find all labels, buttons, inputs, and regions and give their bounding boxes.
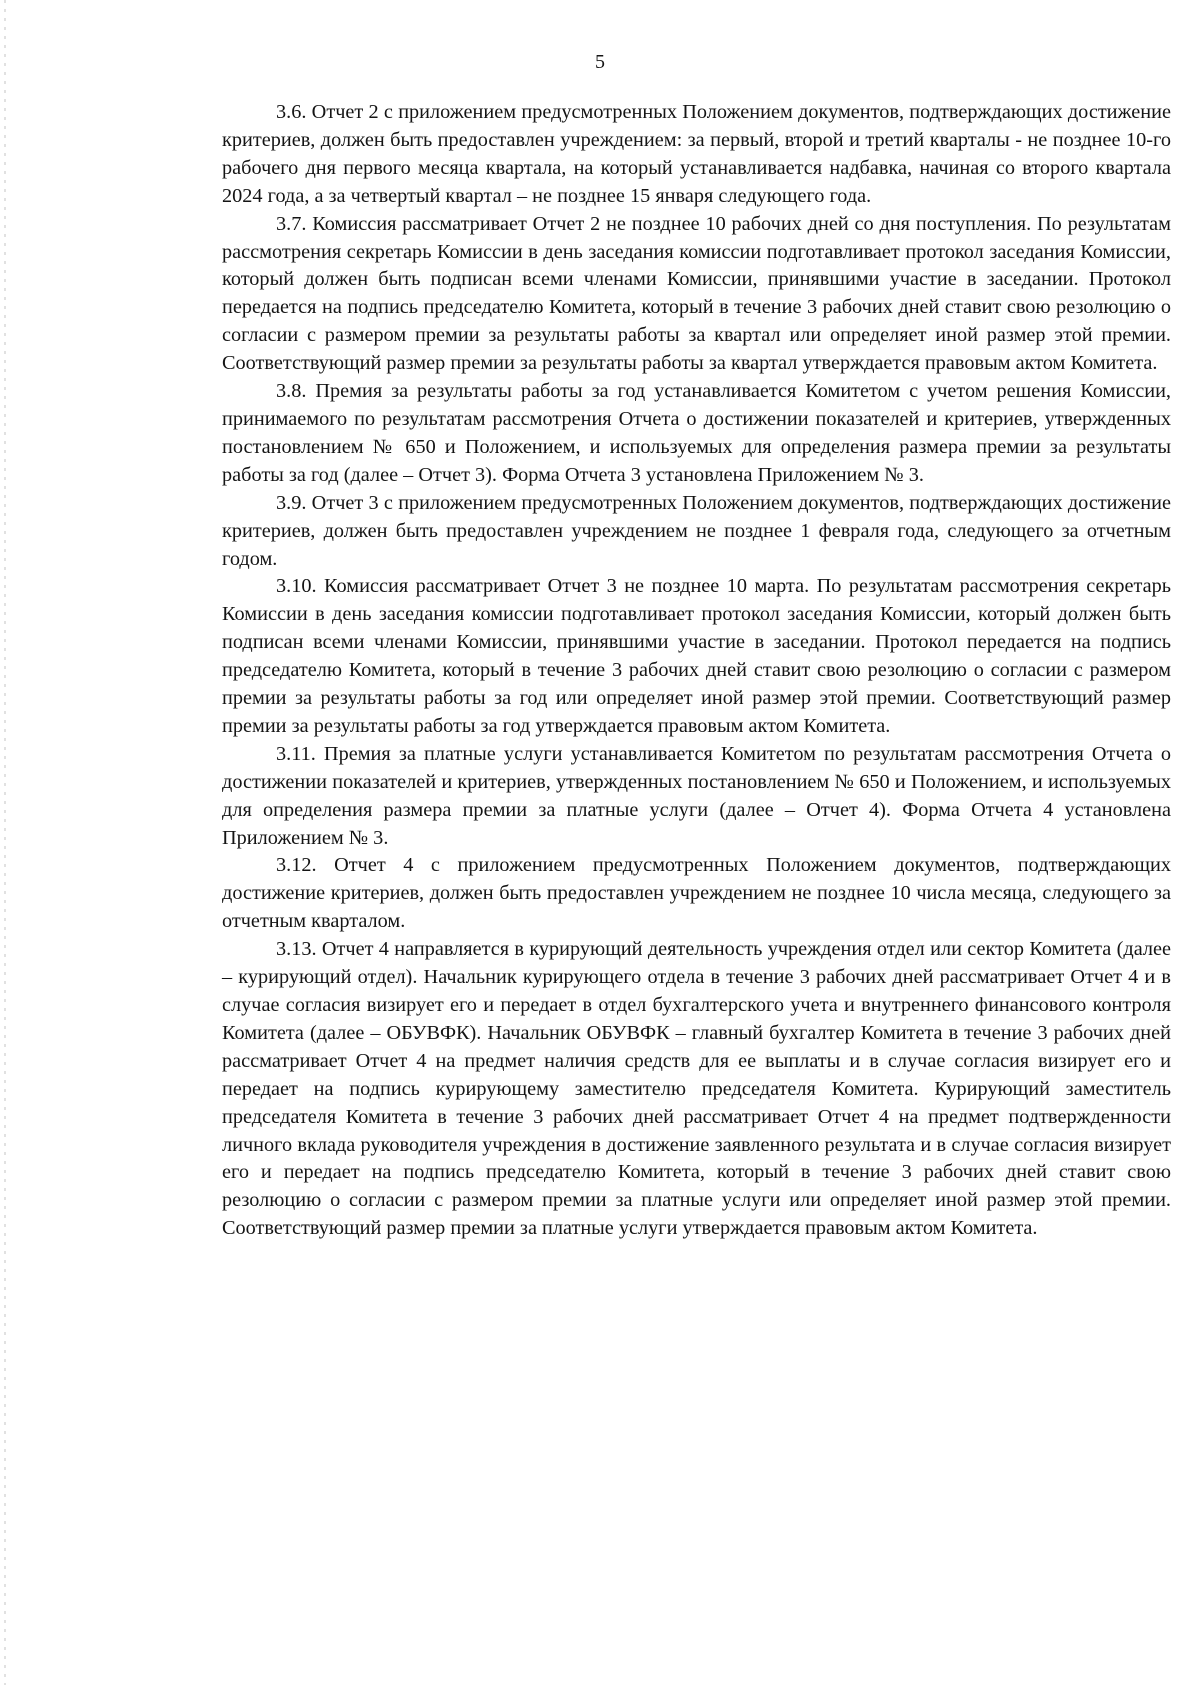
paragraph-3-13: 3.13. Отчет 4 направляется в курирующий деятельность учреждения отдел или сектор Комитета (далее – курирующий отдел). Начальник курирующего отдела в течение 3 рабочих дней рассматривает Отчет 4 и в случае согласия визирует его и передает в отдел бухгалтерского учета и внутреннего финансового контроля Комитета (далее – ОБУВФК). Начальник ОБУВФК – главный бухгалтер Комитета в течение 3 рабочих дней рассматривает Отчет 4 на предмет наличия средств для ее выплаты и в случае согласия визирует его и передает на подпись курирующему заместителю председателя Комитета. Курирующий заместитель председателя Комитета в течение 3 рабочих дней рассматривает Отчет 4 на предмет подтвержденности личного вклада руководителя учреждения в достижение заявленного результата и в случае согласия визирует его и передает на подпись председателю Комитета, который в течение 3 рабочих дней ставит свою резолюцию о согласии с размером премии за платные услуги или определяет иной размер этой премии. Соответствующий размер премии за платные услуги утверждается правовым актом Комитета. (222, 938, 1171, 1240)
paragraph-3-9: 3.9. Отчет 3 с приложением предусмотренных Положением документов, подтверждающих достижение критериев, должен быть предоставлен учреждением не позднее 1 февраля года, следующего за отчетным годом. (222, 491, 1171, 570)
paragraph-3-8: 3.8. Премия за результаты работы за год устанавливается Комитетом с учетом решения Комиссии, принимаемого по результатам рассмотрения Отчета о достижении показателей и критериев, утвержденных постановлением № 650 и Положением, и используемых для определения размера премии за результаты работы за год (далее – Отчет 3). Форма Отчета 3 установлена Приложением № 3. (222, 380, 1171, 486)
paragraph-3-12: 3.12. Отчет 4 с приложением предусмотренных Положением документов, подтверждающих достижение критериев, должен быть предоставлен учреждением не позднее 10 числа месяца, следующего за отчетным кварталом. (222, 854, 1171, 933)
page-number: 5 (595, 51, 605, 73)
paragraph-3-10: 3.10. Комиссия рассматривает Отчет 3 не позднее 10 марта. По результатам рассмотрения секретарь Комиссии в день заседания комиссии подготавливает протокол заседания Комиссии, который должен быть подписан всеми членами Комиссии, принявшими участие в заседании. Протокол передается на подпись председателю Комитета, который в течение 3 рабочих дней ставит свою резолюцию о согласии с размером премии за результаты работы за год или определяет иной размер этой премии. Соответствующий размер премии за результаты работы за год утверждается правовым актом Комитета. (222, 575, 1171, 737)
paragraph-3-6: 3.6. Отчет 2 с приложением предусмотренных Положением документов, подтверждающих достижение критериев, должен быть предоставлен учреждением: за первый, второй и третий кварталы - не позднее 10-го рабочего дня первого месяца квартала, на который устанавливается надбавка, начиная со второго квартала 2024 года, а за четвертый квартал – не позднее 15 января следующего года. (222, 101, 1171, 207)
scan-edge-marks (4, 0, 6, 1685)
paragraph-3-11: 3.11. Премия за платные услуги устанавливается Комитетом по результатам рассмотрения Отчета о достижении показателей и критериев, утвержденных постановлением № 650 и Положением, и используемых для определения размера премии за платные услуги (далее – Отчет 4). Форма Отчета 4 установлена Приложением № 3. (222, 742, 1171, 849)
document-body (222, 99, 1171, 1243)
paragraph-3-7: 3.7. Комиссия рассматривает Отчет 2 не позднее 10 рабочих дней со дня поступления. По результатам рассмотрения секретарь Комиссии в день заседания комиссии подготавливает протокол заседания Комиссии, который должен быть подписан всеми членами Комиссии, принявшими участие в заседании. Протокол передается на подпись председателю Комитета, который в течение 3 рабочих дней ставит свою резолюцию о согласии с размером премии за результаты работы за квартал или определяет иной размер этой премии. Соответствующий размер премии за результаты работы за квартал утверждается правовым актом Комитета. (222, 212, 1171, 375)
